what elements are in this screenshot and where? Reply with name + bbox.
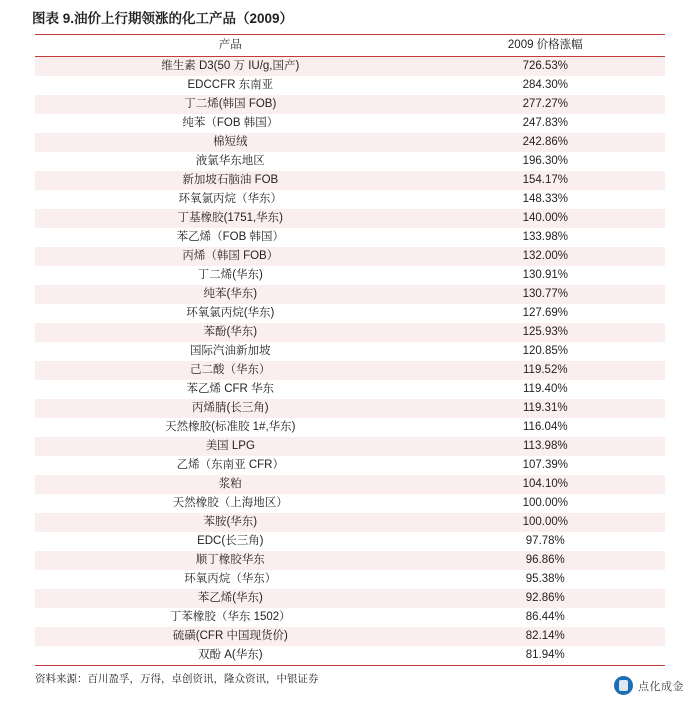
cell-product: 苯胺(华东) <box>35 513 426 532</box>
table-row <box>35 171 665 190</box>
cell-product: 环氧丙烷（华东） <box>35 570 426 589</box>
cell-price-change: 140.00% <box>426 209 665 228</box>
cell-product: 苯乙烯 CFR 华东 <box>35 380 426 399</box>
cell-product: 丁二烯(韩国 FOB) <box>35 95 426 114</box>
cell-product: 新加坡石脑油 FOB <box>35 171 426 190</box>
cell-product: 丁二烯(华东) <box>35 266 426 285</box>
cell-product: 环氧氯丙烷(华东) <box>35 304 426 323</box>
cell-price-change: 92.86% <box>426 589 665 608</box>
cell-product: 己二酸（华东） <box>35 361 426 380</box>
cell-product: 顺丁橡胶华东 <box>35 551 426 570</box>
table-row <box>35 570 665 589</box>
cell-product: 丙烯（韩国 FOB） <box>35 247 426 266</box>
table-header <box>35 35 665 57</box>
cell-product: 苯乙烯(华东) <box>35 589 426 608</box>
table-header-row <box>35 35 665 57</box>
table-row <box>35 646 665 666</box>
cell-product: 液氯华东地区 <box>35 152 426 171</box>
cell-product: 双酚 A(华东) <box>35 646 426 666</box>
cell-product: 维生素 D3(50 万 IU/g,国产) <box>35 57 426 77</box>
page-title: 图表 9.油价上行期领涨的化工产品（2009） <box>32 11 294 26</box>
table-row <box>35 323 665 342</box>
table-row <box>35 437 665 456</box>
column-header-product: 产品 <box>35 35 426 57</box>
cell-price-change: 154.17% <box>426 171 665 190</box>
cell-price-change: 97.78% <box>426 532 665 551</box>
cell-price-change: 130.77% <box>426 285 665 304</box>
table-row <box>35 95 665 114</box>
source-note: 资料来源：百川盈孚，万得，卓创资讯，隆众资讯，中银证券 <box>35 673 319 685</box>
cell-product: 乙烯（东南亚 CFR） <box>35 456 426 475</box>
table-row <box>35 266 665 285</box>
cell-product: 苯酚(华东) <box>35 323 426 342</box>
cell-product: 硫磺(CFR 中国现货价) <box>35 627 426 646</box>
table-row <box>35 475 665 494</box>
table-row <box>35 532 665 551</box>
cell-price-change: 119.31% <box>426 399 665 418</box>
cell-product: 苯乙烯（FOB 韩国） <box>35 228 426 247</box>
cell-price-change: 247.83% <box>426 114 665 133</box>
cell-product: EDC(长三角) <box>35 532 426 551</box>
cell-price-change: 100.00% <box>426 513 665 532</box>
cell-price-change: 132.00% <box>426 247 665 266</box>
brand-logo-icon <box>614 676 633 695</box>
cell-product: 国际汽油新加坡 <box>35 342 426 361</box>
cell-price-change: 81.94% <box>426 646 665 666</box>
table-row <box>35 190 665 209</box>
cell-price-change: 100.00% <box>426 494 665 513</box>
table-row <box>35 76 665 95</box>
cell-price-change: 130.91% <box>426 266 665 285</box>
table-row <box>35 342 665 361</box>
cell-price-change: 242.86% <box>426 133 665 152</box>
table-row <box>35 133 665 152</box>
cell-price-change: 196.30% <box>426 152 665 171</box>
cell-price-change: 119.52% <box>426 361 665 380</box>
cell-price-change: 82.14% <box>426 627 665 646</box>
cell-product: 纯苯（FOB 韩国） <box>35 114 426 133</box>
table-row <box>35 456 665 475</box>
cell-product: 天然橡胶(标准胶 1#,华东) <box>35 418 426 437</box>
cell-price-change: 726.53% <box>426 57 665 77</box>
table-row <box>35 551 665 570</box>
cell-price-change: 277.27% <box>426 95 665 114</box>
cell-price-change: 96.86% <box>426 551 665 570</box>
cell-product: 棉短绒 <box>35 133 426 152</box>
cell-price-change: 148.33% <box>426 190 665 209</box>
cell-price-change: 133.98% <box>426 228 665 247</box>
table-row <box>35 627 665 646</box>
cell-product: 天然橡胶（上海地区） <box>35 494 426 513</box>
cell-product: 丁苯橡胶（华东 1502） <box>35 608 426 627</box>
cell-price-change: 125.93% <box>426 323 665 342</box>
cell-price-change: 119.40% <box>426 380 665 399</box>
cell-product: 丁基橡胶(1751,华东) <box>35 209 426 228</box>
table-container <box>35 34 665 666</box>
cell-product: 丙烯腈(长三角) <box>35 399 426 418</box>
cell-product: 纯苯(华东) <box>35 285 426 304</box>
table-row <box>35 209 665 228</box>
table-row <box>35 380 665 399</box>
table-row <box>35 361 665 380</box>
watermark-label: 点化成金 <box>638 680 684 693</box>
table-row <box>35 57 665 77</box>
chemical-price-table <box>35 34 665 666</box>
watermark-badge <box>614 676 684 695</box>
table-row <box>35 494 665 513</box>
table-row <box>35 247 665 266</box>
cell-price-change: 284.30% <box>426 76 665 95</box>
table-body <box>35 57 665 666</box>
cell-price-change: 107.39% <box>426 456 665 475</box>
cell-price-change: 95.38% <box>426 570 665 589</box>
cell-product: 浆粕 <box>35 475 426 494</box>
table-row <box>35 152 665 171</box>
table-row <box>35 608 665 627</box>
cell-product: 美国 LPG <box>35 437 426 456</box>
cell-price-change: 113.98% <box>426 437 665 456</box>
table-row <box>35 418 665 437</box>
column-header-price-change: 2009 价格涨幅 <box>426 35 665 57</box>
cell-price-change: 104.10% <box>426 475 665 494</box>
cell-product: EDCCFR 东南亚 <box>35 76 426 95</box>
cell-price-change: 120.85% <box>426 342 665 361</box>
table-row <box>35 513 665 532</box>
cell-price-change: 116.04% <box>426 418 665 437</box>
table-row <box>35 589 665 608</box>
table-row <box>35 228 665 247</box>
cell-price-change: 86.44% <box>426 608 665 627</box>
cell-product: 环氧氯丙烷（华东） <box>35 190 426 209</box>
table-row <box>35 399 665 418</box>
cell-price-change: 127.69% <box>426 304 665 323</box>
table-row <box>35 114 665 133</box>
table-row <box>35 285 665 304</box>
table-row <box>35 304 665 323</box>
